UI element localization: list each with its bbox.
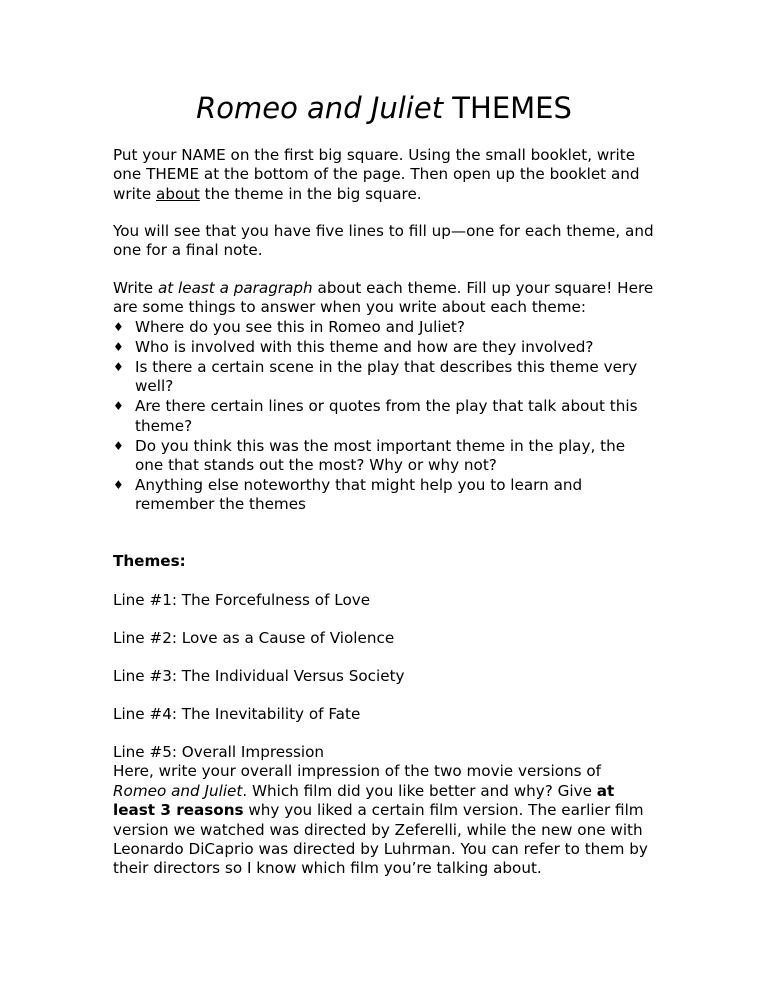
question-list (113, 318, 658, 515)
diamond-bullet-icon: ♦ (113, 478, 124, 493)
theme-line-5: Line #5: Overall Impression (113, 743, 325, 761)
list-item (113, 358, 658, 397)
list-item (113, 318, 658, 337)
final-text-a: Here, write your overall impression of the two movie versions of (113, 762, 601, 781)
list-item-text: Do you think this was the most important theme in the play, the one that stands out the most? Why or why not? (135, 436, 626, 475)
theme-line-1: Line #1: The Forcefulness of Love (113, 591, 371, 609)
diamond-bullet-icon: ♦ (113, 438, 124, 453)
instructions-paragraph-2 (113, 222, 658, 261)
list-item-text: Are there certain lines or quotes from the play that talk about this theme? (135, 397, 638, 435)
theme-line-3: Line #3: The Individual Versus Society (113, 667, 405, 685)
p3-text-b: about each theme. Fill up your square! Here are some things to answer when you write about each theme: (113, 279, 654, 317)
final-text-b: . Which film did you like better and why? Give (242, 781, 597, 800)
diamond-bullet-icon: ♦ (113, 399, 124, 414)
final-bold: at least 3 reasons (113, 781, 615, 820)
title-italic: Romeo and Juliet (196, 91, 444, 125)
diamond-bullet-icon: ♦ (113, 339, 124, 354)
theme-line-5-block (113, 743, 658, 879)
themes-heading: Themes: (113, 552, 186, 570)
theme-line-4: Line #4: The Inevitability of Fate (113, 705, 361, 723)
list-item (113, 397, 658, 436)
p3-italic: at least a paragraph (157, 279, 313, 297)
list-item (113, 476, 658, 515)
instructions-paragraph-1 (113, 146, 658, 204)
p1-text-b: the theme in the big square. (199, 184, 422, 203)
list-item-text: Anything else noteworthy that might help you to learn and remember the themes (135, 476, 583, 514)
diamond-bullet-icon: ♦ (113, 359, 124, 374)
final-instructions (113, 762, 658, 878)
final-italic: Romeo and Juliet (113, 781, 243, 800)
p2-text: You will see that you have five lines to fill up—one for each theme, and one for a final note. (113, 222, 654, 260)
page-title (0, 88, 768, 128)
final-text-c: why you liked a certain film version. The earlier film version we watched was directed by Zeferelli, while the new one with Leonardo DiCaprio was directed by Luhrman. You can refer to them by their directors so I know which film you’re talking about. (113, 801, 648, 878)
p3-text-a: Write (113, 279, 158, 297)
instructions-paragraph-3 (113, 279, 658, 515)
theme-line-2: Line #2: Love as a Cause of Violence (113, 629, 395, 647)
p1-text-a: Put your NAME on the first big square. Using the small booklet, write one THEME at the bottom of the page. Then open up the booklet and write (113, 146, 640, 203)
diamond-bullet-icon: ♦ (113, 319, 124, 334)
list-item-text: Where do you see this in Romeo and Juliet? (135, 317, 465, 336)
list-item (113, 338, 658, 357)
list-item-text: Is there a certain scene in the play that describes this theme very well? (135, 357, 638, 396)
title-plain: THEMES (452, 91, 572, 125)
list-item-text: Who is involved with this theme and how are they involved? (135, 337, 594, 356)
p1-underlined: about (156, 184, 200, 203)
list-item (113, 437, 658, 476)
